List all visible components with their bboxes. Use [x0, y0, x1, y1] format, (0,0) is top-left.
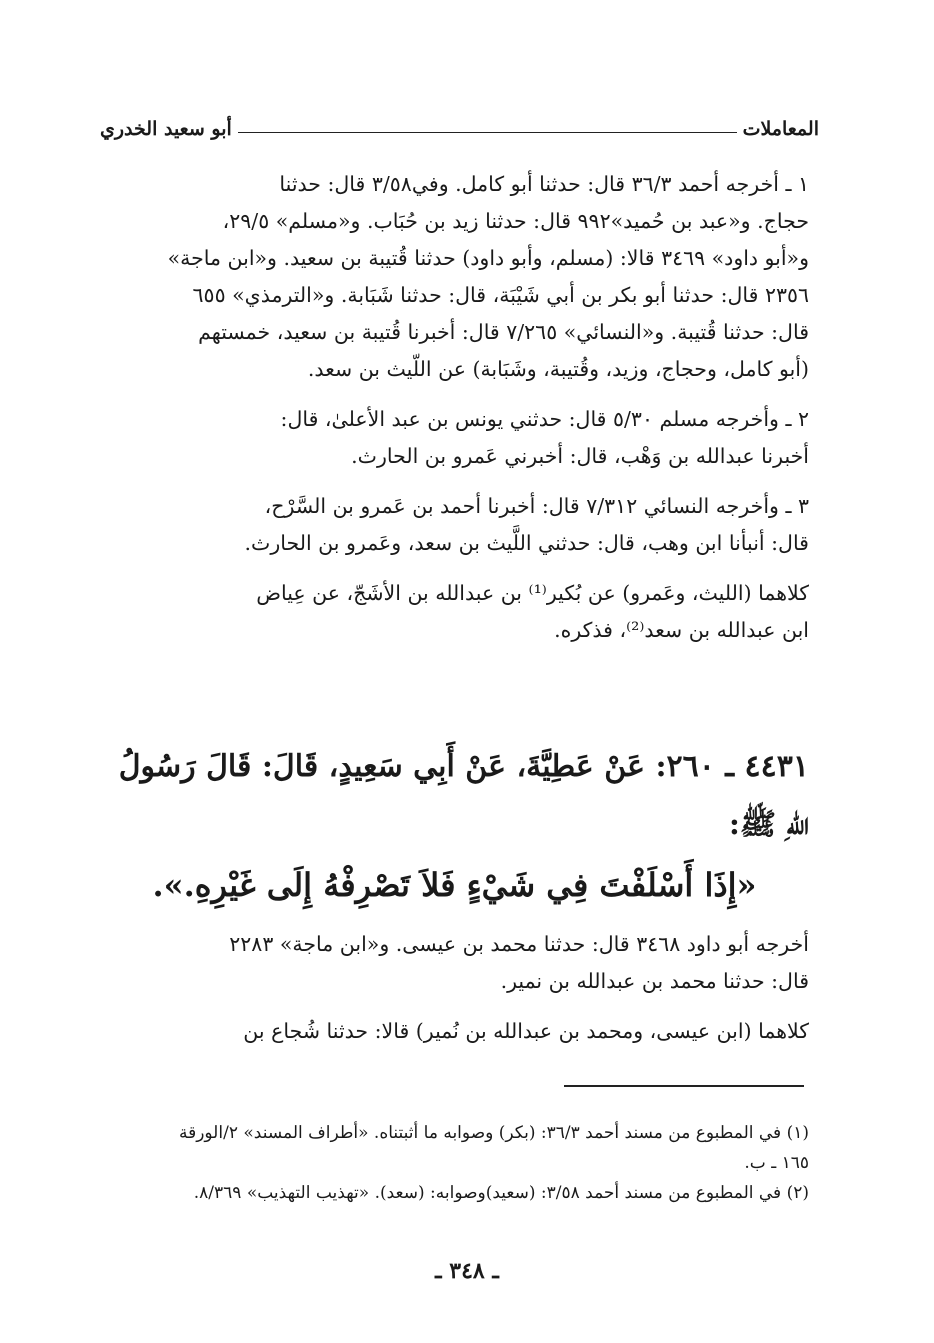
- text-line: ٣ ـ وأخرجه النسائي ٧/٣١٢ قال: أخبرنا أحمد بن عَمرو بن السَّرْح،: [264, 494, 809, 518]
- paragraph-1: [100, 166, 809, 388]
- paragraph-6: [100, 1013, 809, 1050]
- paragraph-3: [100, 488, 809, 562]
- hadith-isnad-line: اللّهِ ﷺ:: [728, 807, 809, 842]
- running-header: [100, 100, 819, 140]
- text-line: و«أبو داود» ٣٤٦٩ قالا: (مسلم، وأبو داود) حدثنا قُتيبة بن سعيد. و«ابن ماجة»: [167, 246, 809, 270]
- text-line: قال: حدثنا محمد بن عبدالله بن نمير.: [500, 969, 809, 993]
- footnote-rule: [564, 1085, 804, 1087]
- header-rule: [238, 132, 737, 133]
- text-line: أخرجه أبو داود ٣٤٦٨ قال: حدثنا محمد بن عيسى. و«ابن ماجة» ٢٢٨٣: [229, 932, 809, 956]
- takhrij-block: [100, 166, 809, 662]
- text-line: (أبو كامل، وحجاج، وزيد، وقُتيبة، وشَبَابة) عن اللّيث بن سعد.: [307, 357, 809, 381]
- text-line: ابن عبدالله بن سعد⁽²⁾، فذكره.: [554, 618, 809, 642]
- hadith-heading: [100, 738, 809, 854]
- paragraph-5: [100, 926, 809, 1000]
- footnote-line: (١) في المطبوع من مسند أحمد ٣٦/٣: (بكر) وصوابه ما أثبتناه. «أطراف المسند» ٢/الورقة: [178, 1123, 809, 1143]
- hadith-matn: «إِذَا أَسْلَفْتَ فِي شَيْءٍ فَلاَ تَصْرِفْهُ إِلَى غَيْرِهِ.».: [152, 866, 757, 904]
- text-line: حجاج. و«عبد بن حُميد»٩٩٢ قال: حدثنا زيد بن حُبَاب. و«مسلم» ٢٩/٥،: [222, 209, 809, 233]
- page-number: ـ ٣٤٨ ـ: [435, 1258, 499, 1284]
- footnote-2: [100, 1178, 809, 1208]
- takhrij-block-2: [100, 926, 809, 1063]
- text-line: ٢ ـ وأخرجه مسلم ٥/٣٠ قال: حدثني يونس بن عبد الأعلىٰ، قال:: [280, 407, 809, 431]
- text-line: ١ ـ أخرجه أحمد ٣٦/٣ قال: حدثنا أبو كامل. وفي٣/٥٨ قال: حدثنا: [279, 172, 809, 196]
- text-line: كلاهما (ابن عيسى، ومحمد بن عبدالله بن نُمير) قالا: حدثنا شُجاع بن: [243, 1019, 809, 1043]
- footnote-line: (٢) في المطبوع من مسند أحمد ٣/٥٨: (سعيد)وصوابه: (سعد). «تهذيب التهذيب» ٨/٣٦٩.: [193, 1183, 809, 1203]
- footnotes: [100, 1118, 809, 1208]
- text-line: أخبرنا عبدالله بن وَهْب، قال: أخبرني عَمرو بن الحارث.: [351, 444, 809, 468]
- hadith-isnad-line: ٤٤٣١ ـ ٢٦٠: عَنْ عَطِيَّةَ، عَنْ أَبِي سَعِيدٍ، قَالَ: قَالَ رَسُولُ: [118, 749, 809, 784]
- text-line: كلاهما (الليث، وعَمرو) عن بُكير⁽¹⁾ بن عبدالله بن الأشَجّ، عن عِياض: [256, 581, 809, 605]
- paragraph-4: [100, 575, 809, 649]
- footnote-line: ١٦٥ ـ ب.: [744, 1153, 809, 1173]
- text-line: قال: أنبأنا ابن وهب، قال: حدثني اللَّيث بن سعد، وعَمرو بن الحارث.: [244, 531, 809, 555]
- text-line: قال: حدثنا قُتيبة. و«النسائي» ٧/٢٦٥ قال: أخبرنا قُتيبة بن سعيد، خمستهم: [198, 320, 809, 344]
- paragraph-2: [100, 401, 809, 475]
- header-section-title: أبو سعيد الخدري: [100, 118, 232, 140]
- text-line: ٢٣٥٦ قال: حدثنا أبو بكر بن أبي شَيْبَة، قال: حدثنا شَبَابة. و«الترمذي» ٦٥٥: [192, 283, 809, 307]
- header-chapter-title: المعاملات: [742, 118, 819, 140]
- footnote-1: [100, 1118, 809, 1178]
